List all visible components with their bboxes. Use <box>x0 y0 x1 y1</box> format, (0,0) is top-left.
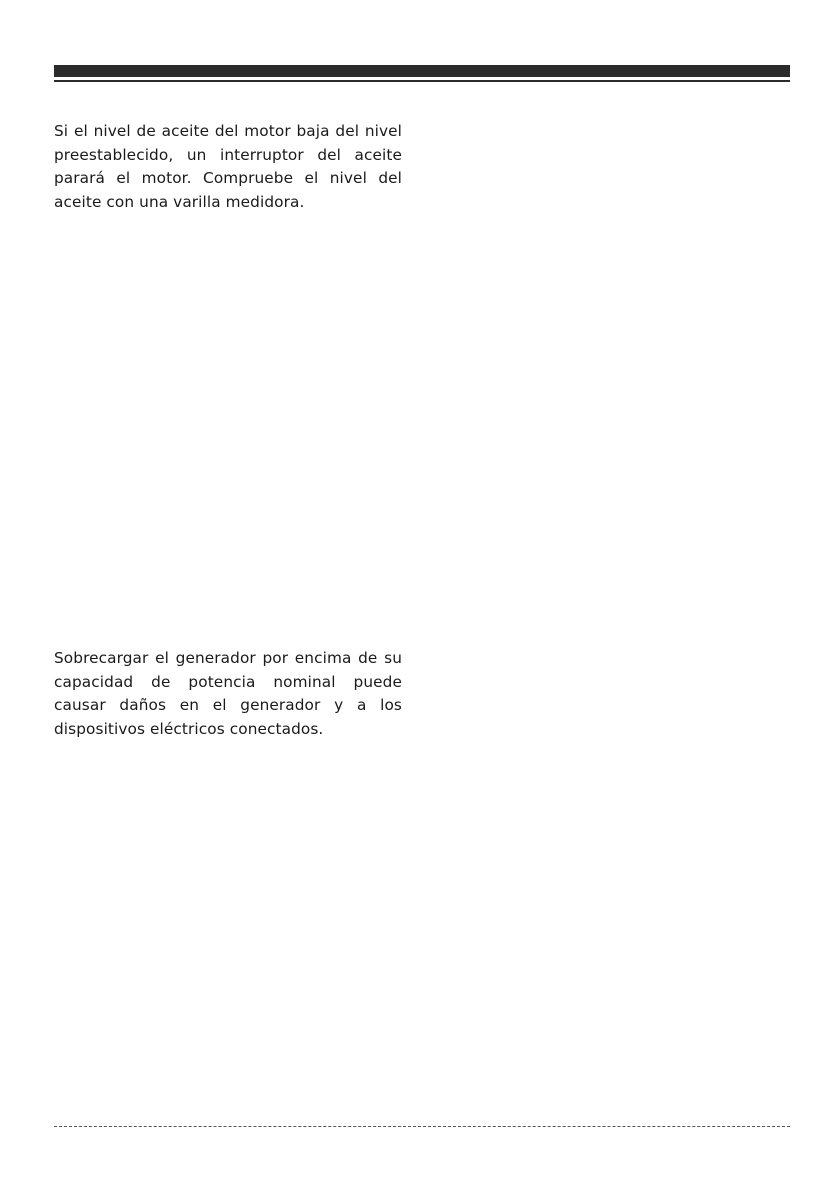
oil-level-paragraph: Si el nivel de aceite del motor baja del nivel preestablecido, un interruptor del aceite parará el motor. Compruebe el nivel del aceite con una varilla medidora. <box>54 122 402 211</box>
header-rule <box>54 80 790 82</box>
header-bar <box>54 65 790 77</box>
footer-dashed-rule <box>54 1126 790 1127</box>
overload-paragraph: Sobrecargar el generador por encima de su capacidad de potencia nominal puede causar daños en el generador y a los dispositivos eléctricos conectados. <box>54 649 402 738</box>
